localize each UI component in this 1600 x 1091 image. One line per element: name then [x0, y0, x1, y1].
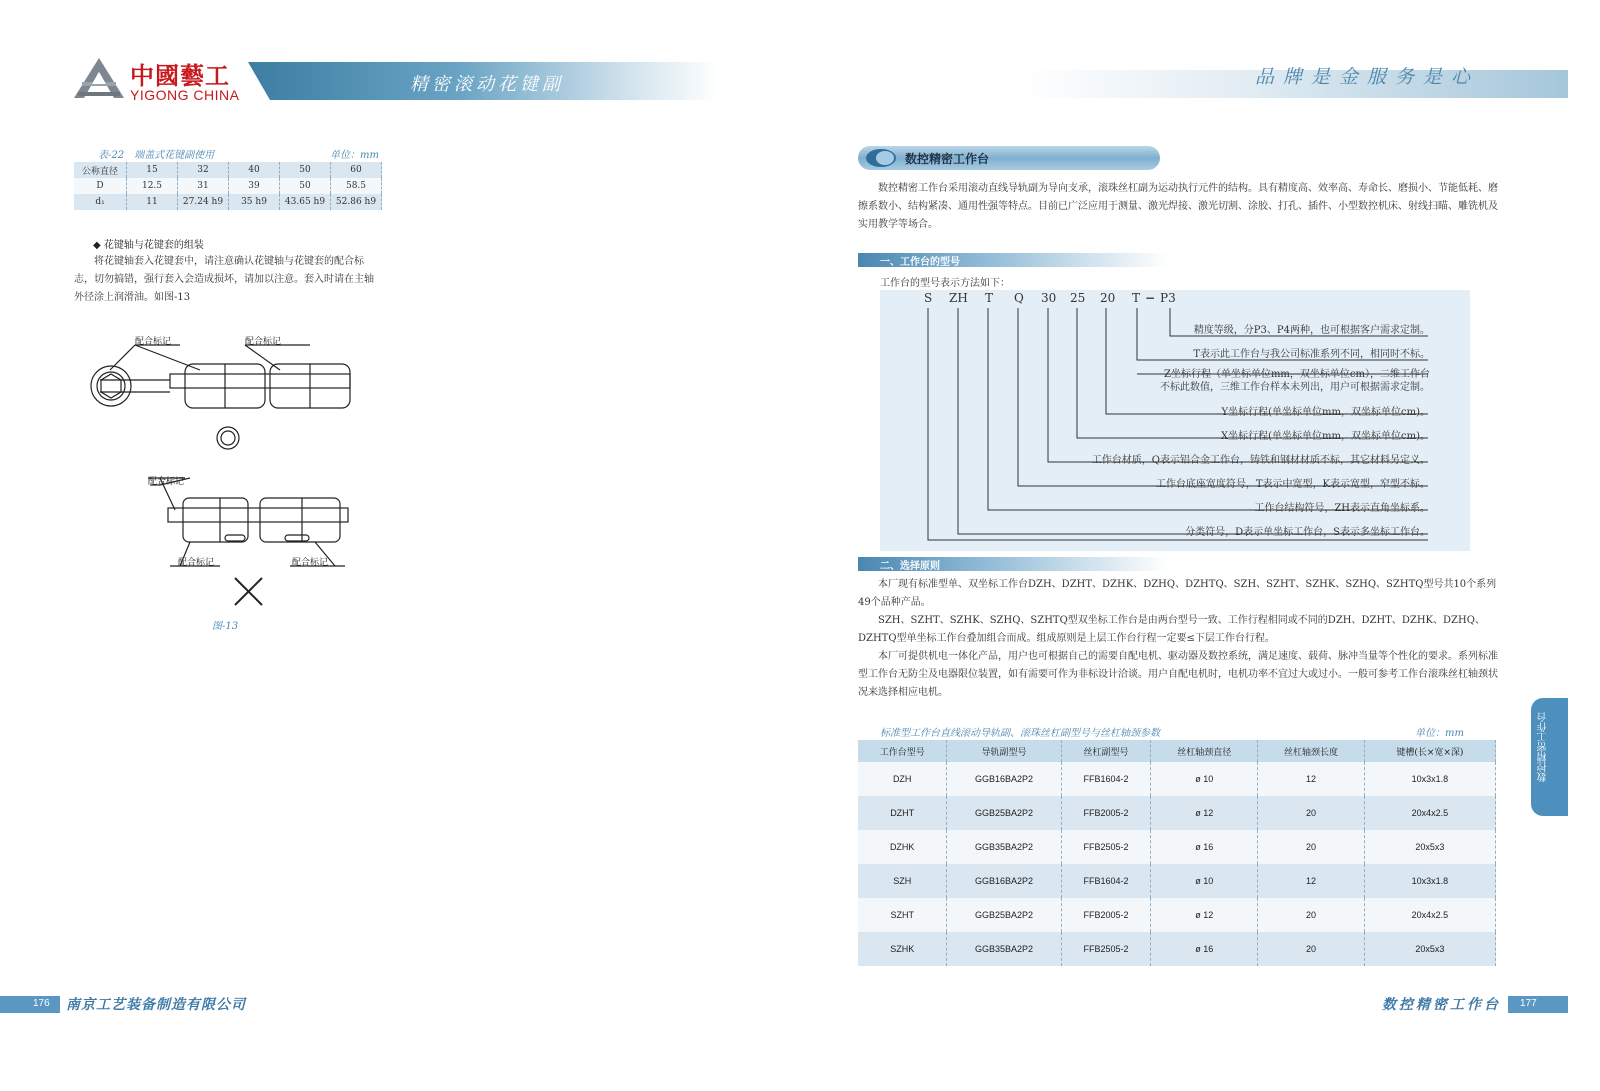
table-cell: DZH — [858, 762, 947, 796]
selection-paragraph: 本厂现有标准型单、双坐标工作台DZH、DZHT、DZHK、DZHQ、DZHTQ、SZH、SZHT、SZHK、SZHQ、SZHTQ型号共10个系列49个品种产品。 — [858, 579, 1497, 608]
figure-13-drawing — [80, 330, 380, 615]
fit-mark-label: 配合标记 — [135, 337, 172, 347]
table-cell: 20 — [1258, 796, 1365, 830]
table-cell: 31 — [178, 178, 229, 194]
section-title-pill — [858, 146, 1160, 170]
model-code-part: T — [1132, 291, 1141, 305]
table-cell: 20x4x2.5 — [1364, 898, 1495, 932]
table-cell: 50 — [280, 178, 331, 194]
model-code-part: P3 — [1160, 291, 1176, 305]
model-subtitle: 一、工作台的型号 — [880, 257, 960, 268]
table-cell: 12 — [1258, 762, 1365, 796]
table-22-unit: 单位：mm — [330, 150, 379, 161]
table-cell: GGB25BA2P2 — [947, 898, 1061, 932]
fit-mark-label: 配合标记 — [178, 558, 215, 568]
table-header-row — [858, 740, 1496, 762]
model-description: 分类符号，D表示单坐标工作台，S表示多坐标工作台。 — [1185, 527, 1430, 538]
table-cell: 58.5 — [331, 178, 382, 194]
section-intro: 数控精密工作台采用滚动直线导轨副为导向支承，滚珠丝杠副为运动执行元件的结构。具有精度高、效率高、寿命长、磨损小、节能低耗、磨擦系数小、结构紧凑、通用性强等特点。目前已广泛应用于测量、激光焊接、激光切割、涂胶、打孔、插件、小型数控机床、射线扫瞄、雕铣机及实用教学等场合。 — [858, 183, 1498, 230]
table-cell: 12.5 — [127, 178, 178, 194]
table-cell: ø 12 — [1151, 898, 1258, 932]
table-cell: 15 — [127, 162, 178, 178]
table-cell: GGB35BA2P2 — [947, 830, 1061, 864]
table-cell: GGB35BA2P2 — [947, 932, 1061, 966]
table-cell: 32 — [178, 162, 229, 178]
table-cell: 40 — [229, 162, 280, 178]
assembly-heading: ◆ 花键轴与花键套的组装 — [93, 240, 204, 251]
fit-mark-label: 配合标记 — [245, 337, 282, 347]
table-cell: 20x5x3 — [1364, 932, 1495, 966]
table-cell: 27.24 h9 — [178, 194, 229, 210]
model-description: 不标此数值，三维工作台样本未列出，用户可根据需求定制。 — [1160, 382, 1430, 393]
table-cell: 43.65 h9 — [280, 194, 331, 210]
table-cell: DZHK — [858, 830, 947, 864]
table-cell: FFB2005-2 — [1061, 898, 1151, 932]
logo-english-text: YIGONG CHINA — [130, 87, 240, 103]
table-cell: 50 — [280, 162, 331, 178]
section-bullet-icon — [864, 148, 898, 168]
table-2-caption: 标准型工作台直线滚动导轨副、滚珠丝杠副型号与丝杠轴颈参数 — [880, 728, 1160, 739]
selection-subtitle: 二、选择原则 — [880, 561, 940, 572]
model-code-part: ZH — [949, 291, 968, 305]
table-cell: ø 12 — [1151, 796, 1258, 830]
model-description: 工作台底座宽度符号，T表示中宽型，K表示宽型，窄型不标。 — [1155, 479, 1430, 490]
table-cell: 52.86 h9 — [331, 194, 382, 210]
table-row — [858, 898, 1496, 932]
logo-chinese-text: 中國藝工 — [130, 62, 230, 90]
table-cell: 35 h9 — [229, 194, 280, 210]
table-row — [858, 796, 1496, 830]
table-cell: GGB16BA2P2 — [947, 864, 1061, 898]
table-cell: D — [74, 178, 127, 194]
footer-right-bar — [1508, 996, 1568, 1013]
model-code-part: T — [985, 291, 994, 305]
model-description: 精度等级，分P3、P4两种，也可根据客户需求定制。 — [1193, 325, 1430, 336]
table-cell: FFB2505-2 — [1061, 830, 1151, 864]
model-code-part: 30 — [1041, 291, 1057, 305]
table-22-caption: 表-22 端盖式花键副使用 — [98, 150, 215, 161]
table-header: 工作台型号 — [858, 740, 947, 762]
table-header: 丝杠副型号 — [1061, 740, 1151, 762]
table-22 — [74, 162, 382, 210]
table-cell: 20 — [1258, 898, 1365, 932]
table-cell: SZHK — [858, 932, 947, 966]
table-header: 键槽(长×宽×深) — [1364, 740, 1495, 762]
table-row — [74, 178, 382, 194]
header-left-title: 精密滚动花键副 — [410, 74, 564, 95]
table-cell: 20 — [1258, 932, 1365, 966]
assembly-paragraph: 将花键轴套入花键套中，请注意确认花键轴与花键套的配合标志，切勿搞错，强行套入会造成损坏，请加以注意。套入时请在主轴外径涂上润滑油。如图-13 — [74, 256, 374, 303]
model-code-dash: − — [1145, 291, 1156, 305]
model-description: 工作台材质，Q表示铝合金工作台，铸铁和钢材材质不标，其它材料另定义。 — [1091, 455, 1430, 466]
table-cell: SZH — [858, 864, 947, 898]
footer-left-bar — [0, 996, 60, 1013]
model-description: Y坐标行程(单坐标单位mm，双坐标单位cm)。 — [1221, 407, 1430, 418]
selection-paragraph: 本厂可提供机电一体化产品，用户也可根据自己的需要自配电机、驱动器及数控系统，满足速度、载荷、脉冲当量等个性化的要求。系列标准型工作台无防尘及电器限位装置，如有需要可作为非标设计洽谈。用户自配电机时，电机功率不宜过大或过小。一般可参考工作台滚珠丝杠轴颈状况来选择相应电机。 — [858, 651, 1498, 698]
table-cell: 60 — [331, 162, 382, 178]
table-cell: 公称直径 — [74, 162, 127, 178]
model-code-part: Q — [1014, 291, 1024, 305]
table-cell: GGB25BA2P2 — [947, 796, 1061, 830]
spec-table — [858, 740, 1496, 966]
table-cell: ø 10 — [1151, 762, 1258, 796]
page-number-right: 177 — [1520, 998, 1537, 1009]
table-cell: 10x3x1.8 — [1364, 762, 1495, 796]
page-number-left: 176 — [33, 998, 50, 1009]
table-cell: FFB2005-2 — [1061, 796, 1151, 830]
table-cell: 11 — [127, 194, 178, 210]
table-row — [858, 762, 1496, 796]
table-header: 丝杠轴颈直径 — [1151, 740, 1258, 762]
table-cell: 10x3x1.8 — [1364, 864, 1495, 898]
table-header: 导轨副型号 — [947, 740, 1061, 762]
table-2-unit: 单位：mm — [1415, 728, 1464, 739]
model-description: 工作台结构符号，ZH表示直角坐标系。 — [1254, 503, 1430, 514]
table-row — [858, 864, 1496, 898]
table-cell: 20x5x3 — [1364, 830, 1495, 864]
footer-chapter-name: 数控精密工作台 — [1382, 997, 1501, 1013]
table-cell: SZHT — [858, 898, 947, 932]
table-header: 丝杠轴颈长度 — [1258, 740, 1365, 762]
model-description: Z坐标行程（单坐标单位mm，双坐标单位cm），二维工作台 — [1164, 369, 1430, 380]
table-cell: DZHT — [858, 796, 947, 830]
table-cell: ø 10 — [1151, 864, 1258, 898]
model-description: T表示此工作台与我公司标准系列不同，相同时不标。 — [1193, 349, 1430, 360]
table-cell: ø 16 — [1151, 932, 1258, 966]
selection-paragraph: SZH、SZHT、SZHK、SZHQ、SZHTQ型双坐标工作台是由两台型号一致、工作行程相同或不同的DZH、DZHT、DZHK、DZHQ、DZHTQ型单坐标工作台叠加组合而成。组成原则是上层工作台行程一定要≤下层工作台行程。 — [858, 615, 1485, 644]
table-cell: 20 — [1258, 830, 1365, 864]
table-cell: d₁ — [74, 194, 127, 210]
table-cell: ø 16 — [1151, 830, 1258, 864]
fit-mark-label: 配合标记 — [292, 558, 329, 568]
footer-company-name: 南京工艺装备制造有限公司 — [66, 997, 246, 1013]
side-chapter-label: 数控精密工作台 — [1538, 712, 1549, 782]
table-row — [74, 194, 382, 210]
company-logo-icon — [70, 56, 128, 100]
table-cell: FFB2505-2 — [1061, 932, 1151, 966]
fit-mark-label: 配合标记 — [148, 477, 185, 487]
model-description: X坐标行程(单坐标单位mm，双坐标单位cm)。 — [1221, 431, 1430, 442]
header-right-slogan: 品牌是金服务是心 — [1255, 66, 1480, 88]
table-row — [74, 162, 382, 178]
table-cell: 20x4x2.5 — [1364, 796, 1495, 830]
model-code-part: 25 — [1070, 291, 1086, 305]
table-cell: FFB1604-2 — [1061, 762, 1151, 796]
selection-text — [858, 576, 1498, 702]
model-intro: 工作台的型号表示方法如下： — [880, 278, 1010, 289]
table-cell: 39 — [229, 178, 280, 194]
table-row — [858, 932, 1496, 966]
table-row — [858, 830, 1496, 864]
figure-caption: 图-13 — [212, 621, 239, 632]
model-code-part: S — [924, 291, 933, 305]
table-cell: 12 — [1258, 864, 1365, 898]
model-code-part: 20 — [1100, 291, 1116, 305]
table-cell: GGB16BA2P2 — [947, 762, 1061, 796]
section-title: 数控精密工作台 — [905, 152, 990, 166]
table-cell: FFB1604-2 — [1061, 864, 1151, 898]
